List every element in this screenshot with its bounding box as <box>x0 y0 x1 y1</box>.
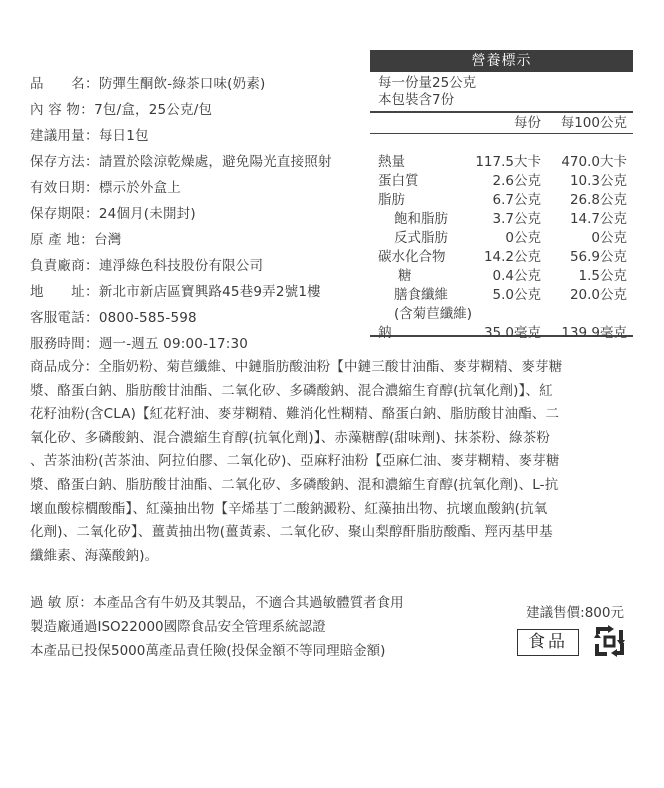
ingredients-line: 壞血酸棕櫚酸酯】、紅藻抽出物【辛烯基丁二酸鈉澱粉、紅藻抽出物、抗壞血酸鈉(抗氧 <box>30 500 548 517</box>
nutrient-name: 鈉 <box>378 325 392 341</box>
info-value: 連淨綠色科技股份有限公司 <box>98 258 264 274</box>
insurance-note: 本產品已投保5000萬產品責任險(投保金額不等同理賠金額) <box>30 643 386 659</box>
nutrient-per-serving: 117.5大卡 <box>475 154 541 170</box>
info-separator: ： <box>84 128 99 144</box>
nutrient-per-serving: 14.2公克 <box>483 249 541 265</box>
info-row-storage <box>30 153 332 171</box>
nutrition-facts-panel <box>370 50 633 341</box>
nutrition-row-energy <box>370 153 633 171</box>
info-value: 7包/盒，25公克/包 <box>94 102 213 118</box>
nutrient-per-100g: 470.0大卡 <box>561 154 627 170</box>
info-separator: ： <box>84 310 99 326</box>
nutrient-name: 膳食纖維 <box>394 287 448 303</box>
info-row-phone <box>30 309 197 327</box>
allergen-value: 本產品含有牛奶及其製品，不適合其過敏體質者食用 <box>93 595 404 611</box>
nutrient-per-100g: 139.9毫克 <box>561 325 627 341</box>
info-label: 負責廠商 <box>30 258 85 274</box>
nutrient-per-serving: 2.6公克 <box>492 173 541 189</box>
nutrition-row-saturated-fat <box>370 210 633 228</box>
info-separator: ： <box>84 76 99 92</box>
info-row-service-hours <box>30 335 248 353</box>
info-separator: ： <box>80 102 94 118</box>
info-value: 0800-585-598 <box>98 310 197 326</box>
nutrition-title: 營養標示 <box>370 50 633 72</box>
nutrition-row-protein <box>370 172 633 190</box>
info-row-contents <box>30 101 212 119</box>
nutrient-name: 糖 <box>398 268 412 284</box>
info-label: 原 產 地 <box>30 232 81 248</box>
nutrient-name: 碳水化合物 <box>378 249 446 265</box>
info-separator: ： <box>79 595 93 611</box>
info-label: 服務時間 <box>30 336 85 352</box>
ingredients-line: 漿、酪蛋白鈉、脂肪酸甘油酯、二氧化矽、多磷酸鈉、混合濃縮生育醇(抗氧化劑)】、紅 <box>30 382 553 399</box>
info-row-manufacturer <box>30 257 263 275</box>
ingredients-line: 花籽油粉(含CLA)【紅花籽油、麥芽糊精、難消化性糊精、酪蛋白鈉、脂肪酸甘油酯、二 <box>30 406 560 423</box>
allergen-label: 過 敏 原 <box>30 595 80 611</box>
nutrition-serving-info <box>370 72 633 113</box>
nutrient-name: 蛋白質 <box>378 173 419 189</box>
info-row-address <box>30 283 321 301</box>
ingredients-block <box>30 356 630 568</box>
nutrient-per-100g: 14.7公克 <box>569 211 627 227</box>
nutrition-row-carbohydrate <box>370 248 633 266</box>
info-value: 週一-週五 09:00-17:30 <box>98 336 249 352</box>
info-row-product-name <box>30 75 266 93</box>
nutrition-row-fiber-note <box>370 305 633 323</box>
info-value: 防彈生酮飲-綠茶口味(奶素) <box>98 76 266 92</box>
nutrient-per-serving: 0.4公克 <box>492 268 541 284</box>
nutrient-name: 飽和脂肪 <box>394 211 448 227</box>
certification-note: 製造廠通過ISO22000國際食品安全管理系統認證 <box>30 619 326 635</box>
info-value: 新北市新店區寶興路45巷9弄2號1樓 <box>98 284 321 300</box>
info-separator: ： <box>84 180 99 196</box>
info-row-dosage <box>30 127 149 145</box>
info-label: 保存方法 <box>30 154 85 170</box>
info-label: 有效日期 <box>30 180 85 196</box>
nutrient-per-serving: 35.0毫克 <box>483 325 541 341</box>
nutrition-row-dietary-fiber <box>370 286 633 304</box>
nutrient-name: 熱量 <box>378 154 405 170</box>
nutrient-per-100g: 26.8公克 <box>569 192 627 208</box>
nutrition-row-sugar <box>370 267 633 285</box>
nutrient-name: (含菊苣纖維) <box>394 306 473 322</box>
ingredients-line: 纖維素、海藻酸鈉)。 <box>30 547 159 564</box>
nutrient-per-serving: 3.7公克 <box>492 211 541 227</box>
info-value: 台灣 <box>94 232 122 248</box>
info-label: 地 址 <box>30 284 85 300</box>
info-label: 保存期限 <box>30 206 85 222</box>
info-separator: ： <box>84 258 99 274</box>
info-row-expiry <box>30 179 181 197</box>
nutrition-row-sodium <box>370 324 633 342</box>
nutrition-rows <box>370 134 633 341</box>
info-separator: ： <box>80 232 94 248</box>
nutrient-per-serving: 5.0公克 <box>492 287 541 303</box>
info-separator: ： <box>84 336 99 352</box>
info-row-shelf-life <box>30 205 196 223</box>
info-separator: ： <box>84 206 99 222</box>
nutrition-row-trans-fat <box>370 229 633 247</box>
suggested-price: 建議售價:800元 <box>526 605 624 621</box>
nutrient-name: 反式脂肪 <box>394 230 448 246</box>
info-value: 24個月(未開封) <box>98 206 196 222</box>
ingredients-line: 氧化矽、多磷酸鈉、混合濃縮生育醇(抗氧化劑)】、赤藻糖醇(甜味劑)、抹茶粉、綠茶粉 <box>30 429 550 446</box>
info-value: 每日1包 <box>98 128 149 144</box>
info-separator: ： <box>84 284 99 300</box>
info-value: 標示於外盒上 <box>98 180 182 196</box>
nutrient-per-100g: 0公克 <box>591 230 627 246</box>
info-value: 請置於陰涼乾燥處，避免陽光直接照射 <box>98 154 332 170</box>
ingredients-line: 漿、酪蛋白鈉、脂肪酸甘油酯、二氧化矽、多磷酸鈉、混和濃縮生育醇(抗氧化劑)、L-抗 <box>30 476 559 493</box>
ingredients-line: 、苦茶油粉(苦茶油、阿拉伯膠、二氧化矽)、亞麻籽油粉【亞麻仁油、麥芽糊精、麥芽糖 <box>30 453 560 470</box>
nutrient-per-100g: 10.3公克 <box>569 173 627 189</box>
nutrition-row-fat <box>370 191 633 209</box>
info-separator: ： <box>84 154 99 170</box>
info-label: 內 容 物 <box>30 102 81 118</box>
info-label: 客服電話 <box>30 310 85 326</box>
nutrient-per-100g: 1.5公克 <box>578 268 627 284</box>
ingredients-line: 化劑)、二氧化矽】、薑黃抽出物(薑黃素、二氧化矽、聚山梨醇酐脂肪酸酯、羥丙基甲基 <box>30 524 553 541</box>
info-label: 品 名 <box>30 76 85 92</box>
nutrient-per-serving: 0公克 <box>505 230 541 246</box>
col-per-100g: 每100公克 <box>560 115 627 131</box>
nutrient-per-100g: 20.0公克 <box>569 287 627 303</box>
food-category-mark: 食品 <box>517 629 579 656</box>
nutrient-per-100g: 56.9公克 <box>569 249 627 265</box>
info-row-origin <box>30 231 122 249</box>
nutrient-name: 脂肪 <box>378 192 405 208</box>
nutrition-column-headers <box>370 113 633 134</box>
ingredients-line: 商品成分：全脂奶粉、菊苣纖維、中鏈脂肪酸油粉【中鏈三酸甘油酯、麥芽糊精、麥芽糖 <box>30 359 563 375</box>
serving-size: 每一份量25公克 <box>378 75 477 91</box>
col-per-serving: 每份 <box>514 115 541 131</box>
allergen-row <box>30 594 404 612</box>
info-label: 建議用量 <box>30 128 85 144</box>
servings-per-package: 本包裝含7份 <box>378 92 455 108</box>
nutrient-per-serving: 6.7公克 <box>492 192 541 208</box>
recycling-symbol-icon <box>593 625 626 658</box>
